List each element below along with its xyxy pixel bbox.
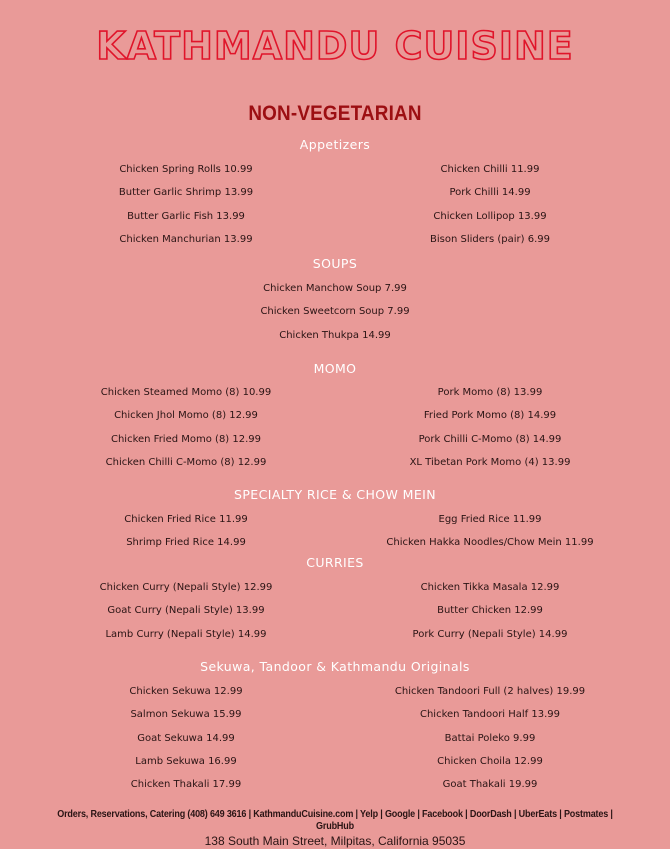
menu-item: Lamb Curry (Nepali Style) 14.99 [105,628,267,640]
appetizers-left-column [36,158,336,251]
menu-item: Butter Garlic Shrimp 13.99 [118,187,254,199]
category-title-soups: SOUPS [312,256,358,271]
footer [0,808,670,848]
category-title-curries: CURRIES [306,555,364,570]
rice-left-column [36,508,336,555]
menu-item: Chicken Steamed Momo (8) 10.99 [100,387,272,398]
footer-address: 138 South Main Street, Milpitas, California 95035 [204,834,466,848]
menu-item: Bison Sliders (pair) 6.99 [430,233,550,245]
menu-item: Chicken Tandoori Half 13.99 [419,709,561,721]
curries-left-column [36,576,336,646]
menu-item: Chicken Fried Momo (8) 12.99 [110,433,262,445]
menu-item: Goat Curry (Nepali Style) 13.99 [107,605,265,617]
menu-item: Chicken Tikka Masala 12.99 [420,582,560,593]
menu-item: Chicken Curry (Nepali Style) 12.99 [99,582,273,593]
menu-item: Egg Fried Rice 11.99 [438,514,542,525]
menu-item: Goat Sekuwa 14.99 [137,732,235,744]
menu-item: Chicken Spring Rolls 10.99 [119,164,253,175]
sekuwa-right-column [340,680,640,796]
menu-item: Chicken Thukpa 14.99 [279,329,391,341]
menu-item: Chicken Fried Rice 11.99 [124,514,248,525]
menu-item: Goat Thakali 19.99 [442,779,538,791]
momo-right-column [340,381,640,474]
category-title-appetizers: Appetizers [299,137,371,152]
section-title: NON-VEGETARIAN [248,102,422,125]
menu-item: Chicken Sekuwa 12.99 [129,686,243,697]
menu-item: Shrimp Fried Rice 14.99 [126,537,246,549]
menu-item: Chicken Chilli C-Momo (8) 12.99 [105,456,267,468]
category-title-momo: MOMO [313,361,357,376]
menu-item: Chicken Thakali 17.99 [130,779,242,791]
footer-contact-links: Orders, Reservations, Catering (408) 649 3616 | KathmanduCuisine.com | Yelp | Google | Facebook | DoorDash | UberEats | Postmates | GrubHub [57,808,613,832]
menu-item: Chicken Tandoori Full (2 halves) 19.99 [394,686,586,697]
momo-left-column [36,381,336,474]
menu-item: Chicken Sweetcorn Soup 7.99 [260,306,410,318]
menu-item: Butter Chicken 12.99 [437,605,543,617]
soups-column [185,277,485,347]
category-title-sekuwa-tandoor: Sekuwa, Tandoor & Kathmandu Originals [200,659,470,674]
menu-item: Chicken Chilli 11.99 [440,164,540,175]
menu-item: Chicken Manchurian 13.99 [119,233,253,245]
curries-right-column [340,576,640,646]
menu-item: Pork Curry (Nepali Style) 14.99 [412,628,568,640]
sekuwa-left-column [36,680,336,796]
menu-item: Lamb Sekuwa 16.99 [135,755,237,767]
menu-item: Salmon Sekuwa 15.99 [130,709,242,721]
menu-item: Pork Momo (8) 13.99 [437,387,543,398]
menu-item: Chicken Lollipop 13.99 [433,210,547,222]
rice-right-column [340,508,640,555]
menu-item: Battai Poleko 9.99 [444,732,536,744]
menu-item: XL Tibetan Pork Momo (4) 13.99 [409,456,571,468]
menu-item: Chicken Jhol Momo (8) 12.99 [114,410,258,422]
category-title-rice-chow-mein: SPECIALTY RICE & CHOW MEIN [234,487,436,502]
menu-item: Butter Garlic Fish 13.99 [127,210,245,222]
menu-item: Chicken Manchow Soup 7.99 [263,283,407,294]
menu-item: Pork Chilli 14.99 [449,187,531,199]
restaurant-logo-title: KATHMANDU CUISINE [96,24,574,68]
menu-item: Fried Pork Momo (8) 14.99 [423,410,557,422]
appetizers-right-column [340,158,640,251]
menu-item: Chicken Choila 12.99 [437,755,543,767]
menu-item: Pork Chilli C-Momo (8) 14.99 [418,433,562,445]
menu-item: Chicken Hakka Noodles/Chow Mein 11.99 [386,537,594,549]
